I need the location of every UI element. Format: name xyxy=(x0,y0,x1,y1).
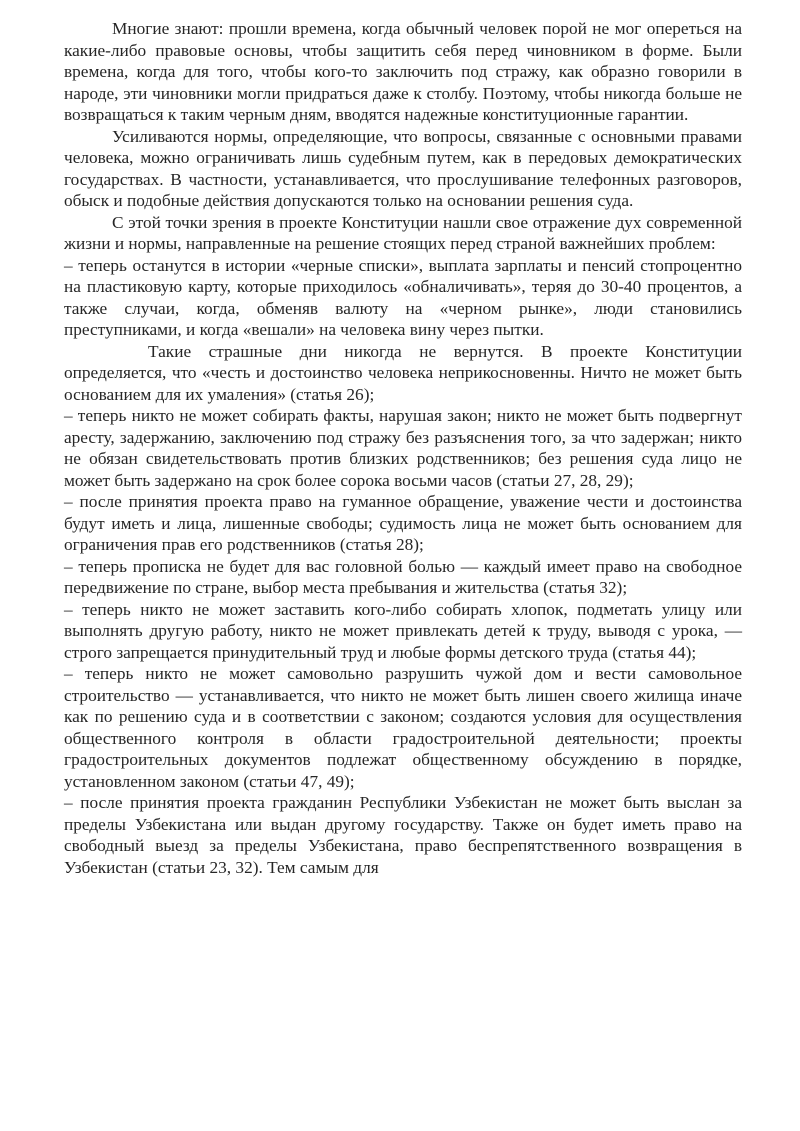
list-item-forced-labor: – теперь никто не может заставить кого-либо собирать хлопок, подметать улицу или выполнять другую работу, никто не может привлекать детей к труду, выводя с урока, — строго запрещается принудительный труд и любые формы детского труда (статья 44); xyxy=(64,599,742,662)
paragraph-intro: Многие знают: прошли времена, когда обычный человек порой не мог опереться на какие-либо правовые основы, чтобы защитить себя перед чиновником в форме. Были времена, когда для того, чтобы кого-то заключить под стражу, как образно говорили в народе, эти чиновники могли придраться даже к столбу. Поэтому, чтобы никогда больше не возвращаться к таким черным дням, вводятся надежные конституционные гарантии. xyxy=(64,19,742,124)
paragraph-constitution-project: С этой точки зрения в проекте Конституции нашли свое отражение дух современной жизни и нормы, направленные на решение стоящих перед страной важнейших проблем: xyxy=(64,212,742,253)
document-page xyxy=(64,18,742,878)
paragraph-court-limits: Усиливаются нормы, определяющие, что вопросы, связанные с основными правами человека, можно ограничивать лишь судебным путем, как в передовых демократических государствах. В частности, устанавливается, что прослушивание телефонных разговоров, обыск и подобные действия допускаются только на основании решения суда. xyxy=(64,126,742,210)
list-item-registration: – теперь прописка не будет для вас головной болью — каждый имеет право на свободное передвижение по стране, выбор места пребывания и жительства (статья 32); xyxy=(64,556,742,597)
list-item-citizenship: – после принятия проекта гражданин Республики Узбекистан не может быть выслан за пределы Узбекистана или выдан другому государству. Также он будет иметь право на свободный выезд за пределы Узбекистана, право беспрепятственного возвращения в Узбекистан (статьи 23, 32). Тем самым для xyxy=(64,793,742,877)
paragraph-honor-dignity: Такие страшные дни никогда не вернутся. В проекте Конституции определяется, что «честь и достоинство человека неприкосновенны. Ничто не может быть основанием для их умаления» (статья 26); xyxy=(64,341,742,404)
list-item-humane-treatment: – после принятия проекта право на гуманное обращение, уважение чести и достоинства будут иметь и лица, лишенные свободы; судимость лица не может быть основанием для ограничения прав его родственников (статья 28); xyxy=(64,492,742,554)
list-item-arrest: – теперь никто не может собирать факты, нарушая закон; никто не может быть подвергнут аресту, задержанию, заключению под стражу без разъяснения того, за что задержан; никто не обязан свидетельствовать против близких родственников; без решения суда лицо не может быть задержано на срок более сорока восьми часов (статьи 27, 28, 29); xyxy=(64,406,742,490)
list-item-housing: – теперь никто не может самовольно разрушить чужой дом и вести самовольное строительство — устанавливается, что никто не может быть лишен своего жилища иначе как по решению суда и в соответствии с законом; создаются условия для осуществления общественного контроля в области градостроительной деятельности; проекты градостроительных документов подлежат общественному обсуждению в порядке, установленном законом (статьи 47, 49); xyxy=(64,664,742,791)
list-item-black-lists: – теперь останутся в истории «черные списки», выплата зарплаты и пенсий стопроцентно на пластиковую карту, которые приходилось «обналичивать», теряя до 30-40 процентов, а также случаи, когда, обменяв валюту на «черном рынке», люди становились преступниками, и когда «вешали» на человека вину через пытки. xyxy=(64,255,742,339)
